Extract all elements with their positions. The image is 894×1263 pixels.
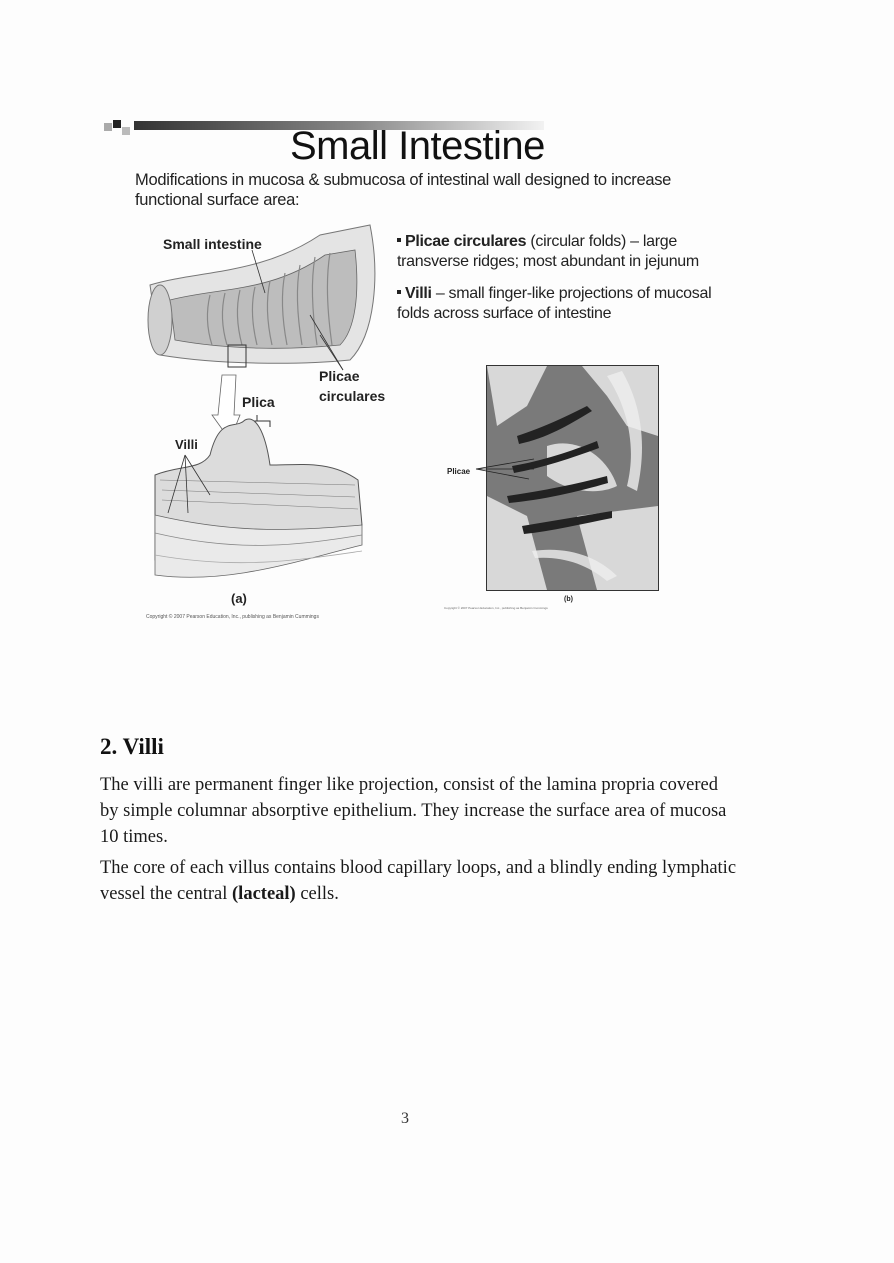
bullet-text: – small finger-like projections of mucosal folds across surface of intestine	[397, 285, 712, 322]
plicae-pointer-lines	[474, 455, 544, 485]
figure-b-copyright: Copyright © 2007 Pearson Education, Inc., publishing as Benjamin Cummings	[444, 606, 548, 610]
bullet-square-icon	[397, 238, 401, 242]
paragraph-2-text-before: The core of each villus contains blood capillary loops, and a blindly ending lymphatic vessel the central	[100, 858, 737, 904]
figure-a-copyright: Copyright © 2007 Pearson Education, Inc., publishing as Benjamin Cummings	[146, 614, 319, 620]
small-intestine-illustration	[140, 215, 395, 605]
label-villi: Villi	[175, 437, 198, 452]
figure-a-caption: (a)	[231, 591, 247, 606]
bullet-villi	[397, 284, 727, 324]
section-paragraph-1: The villi are permanent finger like projection, consist of the lamina propria covered by simple columnar absorptive epithelium. They increase the surface area of mucosa 10 times.	[100, 775, 727, 847]
slide-intro: Modifications in mucosa & submucosa of intestinal wall designed to increase functional surface area:	[135, 171, 672, 209]
label-plica: Plica	[242, 394, 275, 410]
label-plicae-photo: Plicae	[447, 467, 471, 476]
section-heading: 2. Villi	[100, 734, 164, 759]
bullet-plicae	[397, 232, 727, 272]
figure-b-caption: (b)	[564, 596, 573, 603]
paragraph-2-text-after: cells.	[295, 884, 339, 904]
bullet-list	[397, 232, 727, 336]
section-paragraph-2	[100, 855, 740, 907]
slide-title: Small Intestine	[290, 124, 545, 168]
bullet-square-icon	[397, 290, 401, 294]
bullet-term: Plicae circulares	[405, 233, 527, 250]
page-number: 3	[401, 1110, 409, 1127]
bullet-text: (circular folds) – large transverse ridges; most abundant in jejunum	[397, 233, 699, 270]
label-plicae: Plicae	[319, 368, 360, 384]
label-circulares: circulares	[319, 388, 386, 404]
label-small-intestine: Small intestine	[163, 236, 262, 252]
bullet-term: Villi	[405, 285, 432, 302]
lacteal-term: (lacteal)	[232, 884, 296, 904]
